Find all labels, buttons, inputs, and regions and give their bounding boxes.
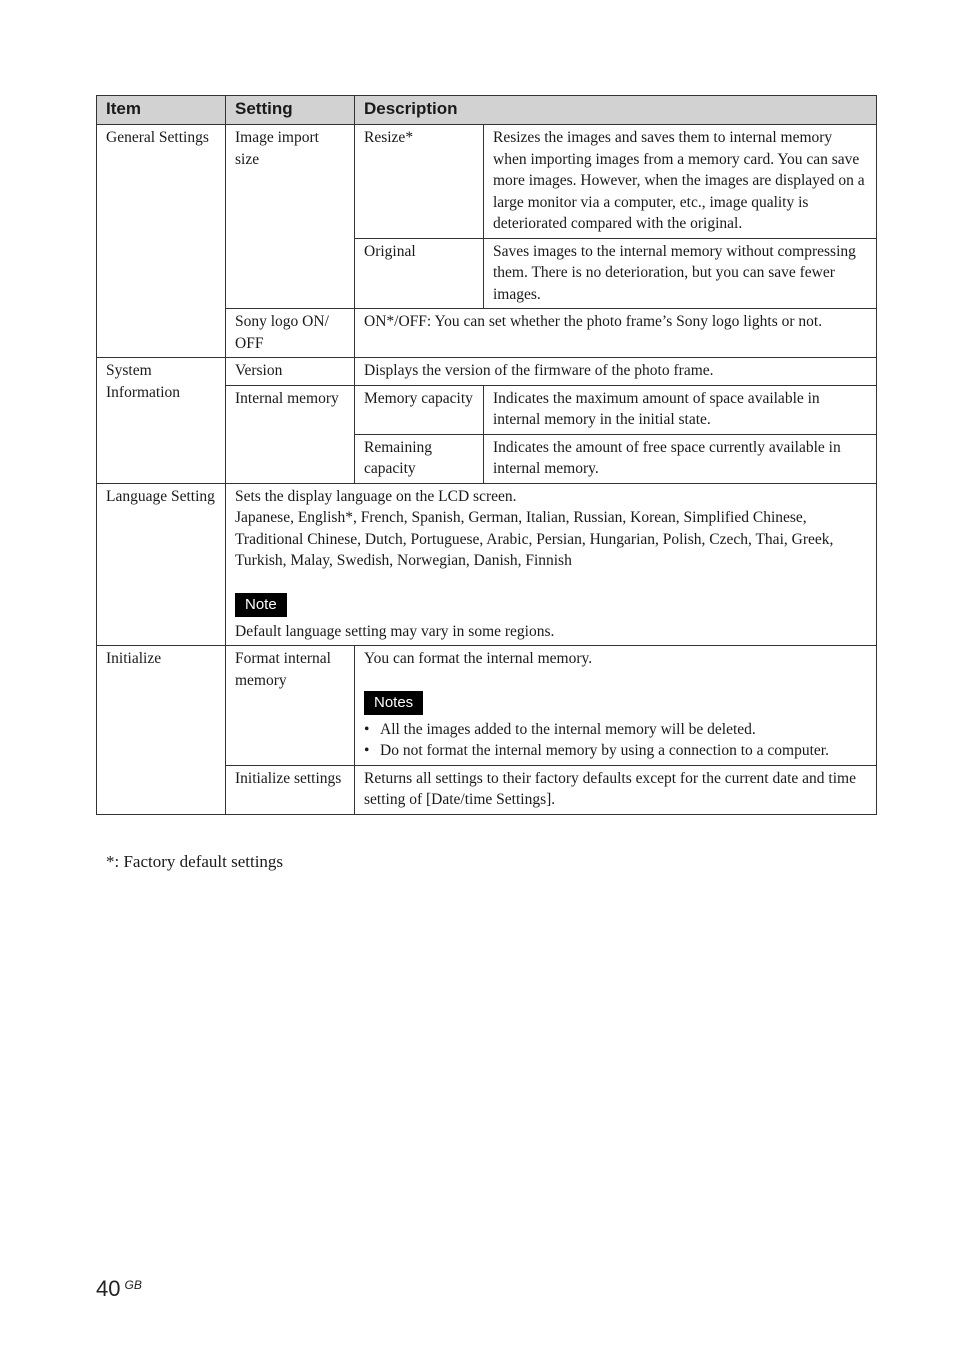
language-note: Default language setting may vary in some regions. [235, 622, 555, 640]
note-text: Do not format the internal memory by using a connection to a computer. [380, 742, 829, 759]
setting-image-import-size: Image import size [226, 125, 355, 309]
bullet-icon: • [364, 720, 370, 738]
table-row [97, 125, 877, 239]
header-description: Description [355, 96, 877, 125]
notes-list [364, 719, 868, 762]
table-header-row [97, 96, 877, 125]
footnote: *: Factory default settings [106, 852, 284, 871]
language-intro: Sets the display language on the LCD screen. [235, 487, 517, 505]
header-setting: Setting [226, 96, 355, 125]
option-resize: Resize* [355, 125, 484, 239]
description-resize: Resizes the images and saves them to internal memory when importing images from a memory card. You can save more images. However, when the images are displayed on a large monitor via a computer, etc., image quality is deteriorated compared with the original. [484, 125, 877, 239]
notes-label: Notes [364, 691, 423, 715]
setting-format-internal-memory: Format internal memory [226, 646, 355, 766]
option-remaining-capacity: Remaining capacity [355, 434, 484, 483]
spacer [235, 572, 868, 593]
settings-table [96, 95, 877, 815]
list-item [364, 740, 868, 762]
description-memory-capacity: Indicates the maximum amount of space available in internal memory in the initial state. [484, 385, 877, 434]
language-list: Japanese, English*, French, Spanish, German, Italian, Russian, Korean, Simplified Chinese, Traditional Chinese, Dutch, Portuguese, Arabic, Persian, Hungarian, Polish, Czech, Thai, Greek, Turkish, Malay, Swedish, Norwegian, Danish, Finnish [235, 509, 834, 569]
setting-sony-logo: Sony logo ON/ OFF [226, 309, 355, 358]
item-initialize: Initialize [97, 646, 226, 815]
item-language-setting: Language Setting [97, 483, 226, 646]
setting-initialize-settings: Initialize settings [226, 765, 355, 814]
description-language [226, 483, 877, 646]
header-item: Item [97, 96, 226, 125]
bullet-icon: • [364, 742, 370, 759]
spacer [364, 670, 868, 691]
description-format [355, 646, 877, 766]
description-initialize-settings: Returns all settings to their factory defaults except for the current date and time setting of [Date/time Settings]. [355, 765, 877, 814]
note-text: All the images added to the internal memory will be deleted. [380, 720, 756, 738]
table-row [97, 646, 877, 766]
format-intro: You can format the internal memory. [364, 650, 593, 667]
table-row [97, 358, 877, 386]
description-original: Saves images to the internal memory without compressing them. There is no deterioration, but you can save fewer images. [484, 238, 877, 309]
note-label: Note [235, 593, 287, 617]
setting-internal-memory: Internal memory [226, 385, 355, 483]
option-memory-capacity: Memory capacity [355, 385, 484, 434]
item-system-information: System Information [97, 358, 226, 484]
item-general-settings: General Settings [97, 125, 226, 358]
page-region-suffix: GB [124, 1278, 142, 1292]
description-version: Displays the version of the firmware of the photo frame. [355, 358, 877, 386]
list-item [364, 719, 868, 741]
page-number-value: 40 [96, 1276, 121, 1301]
page-number [96, 1276, 142, 1302]
description-remaining-capacity: Indicates the amount of free space currently available in internal memory. [484, 434, 877, 483]
table-row [97, 483, 877, 646]
option-original: Original [355, 238, 484, 309]
description-sony-logo: ON*/OFF: You can set whether the photo frame’s Sony logo lights or not. [355, 309, 877, 358]
setting-version: Version [226, 358, 355, 386]
